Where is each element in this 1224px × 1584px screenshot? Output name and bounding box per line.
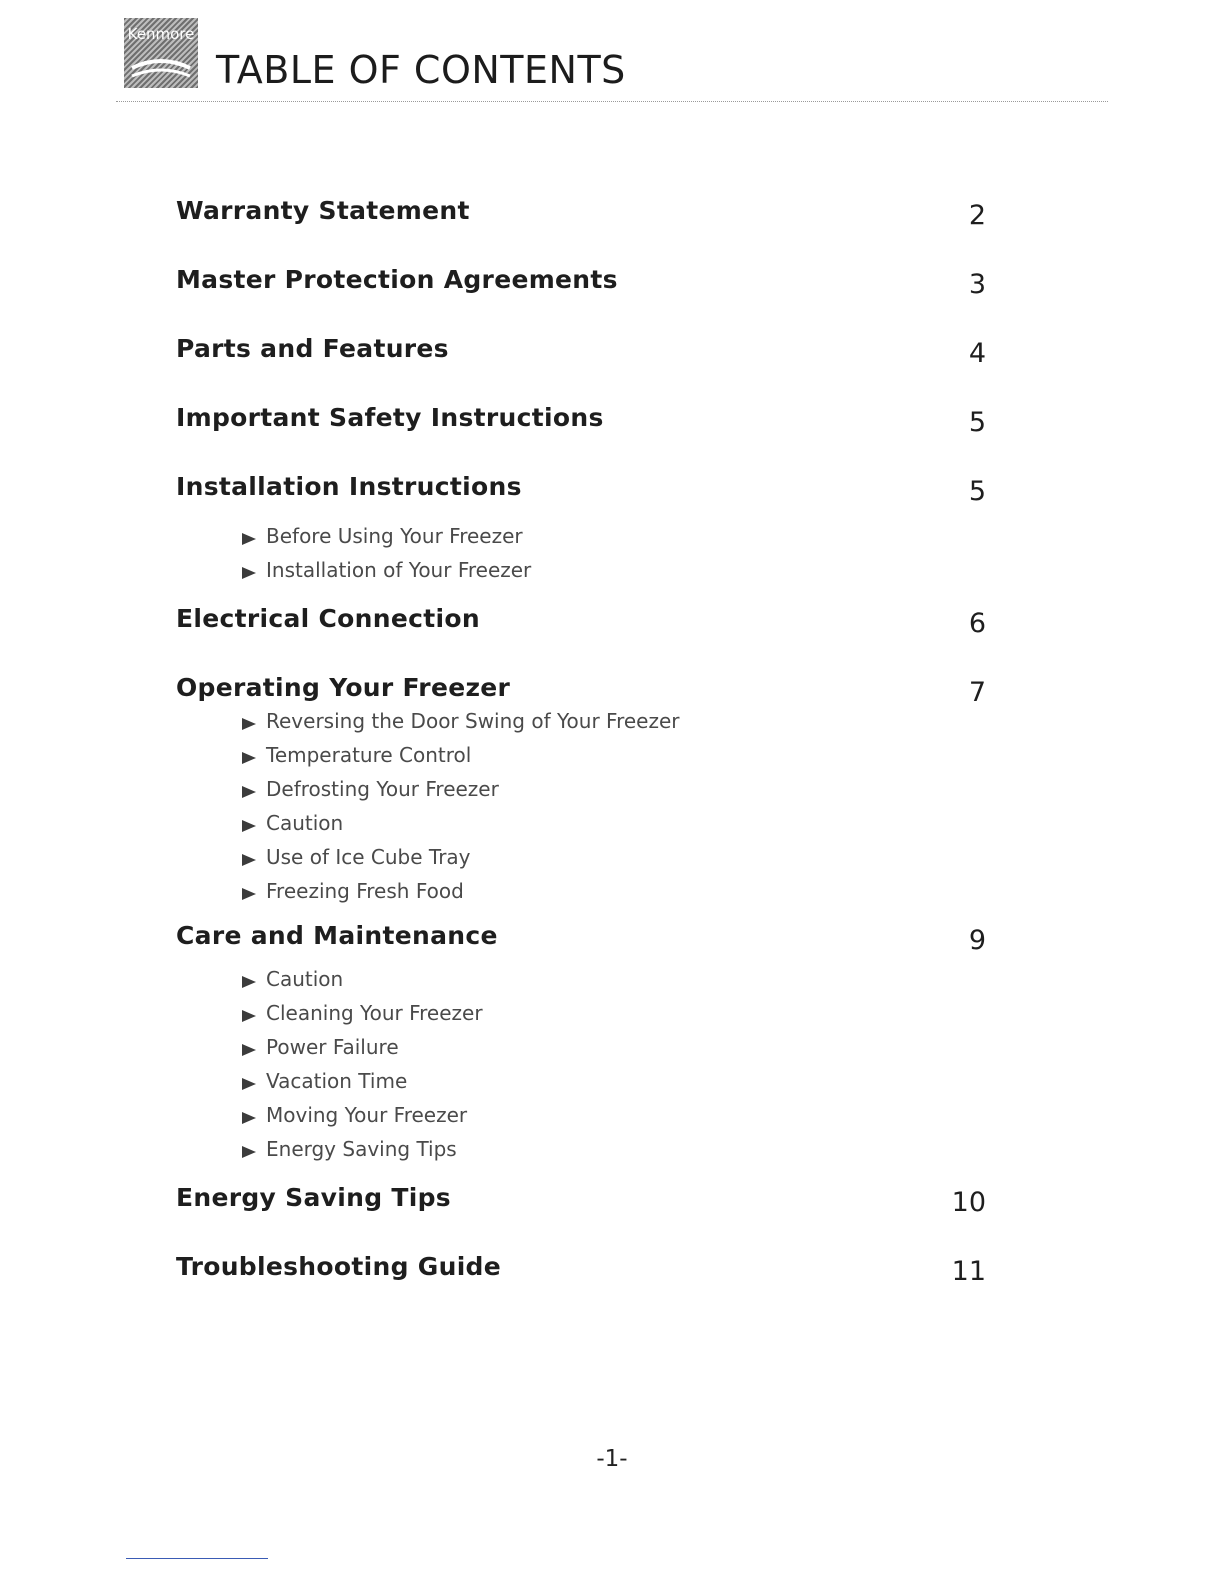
- toc-entry-row[interactable]: [176, 673, 1008, 709]
- toc-entry-title: Care and Maintenance: [176, 921, 498, 950]
- toc-subitem[interactable]: [242, 709, 1008, 743]
- triangle-bullet-icon: [242, 533, 256, 545]
- toc-entry: [176, 472, 1008, 592]
- toc-subitem-label: Cleaning Your Freezer: [266, 1001, 483, 1025]
- toc-entry-page: 9: [968, 925, 986, 956]
- toc-entry-title: Warranty Statement: [176, 196, 470, 225]
- toc-subitem[interactable]: [242, 811, 1008, 845]
- toc-subitem-label: Reversing the Door Swing of Your Freezer: [266, 709, 680, 733]
- toc-subitem[interactable]: [242, 845, 1008, 879]
- toc-sublist: [176, 709, 1008, 913]
- toc-subitem[interactable]: [242, 967, 1008, 1001]
- toc-entry: [176, 673, 1008, 913]
- toc-subitem-label: Defrosting Your Freezer: [266, 777, 499, 801]
- toc-entry-row[interactable]: [176, 265, 1008, 301]
- bottom-rule: [126, 1558, 268, 1559]
- page-number: -1-: [596, 1446, 628, 1472]
- toc-entry: [176, 1252, 1008, 1288]
- toc-subitem-label: Temperature Control: [266, 743, 472, 767]
- toc-entry: [176, 1183, 1008, 1219]
- toc-entry: [176, 196, 1008, 232]
- toc-entry-page: 11: [951, 1256, 986, 1287]
- toc-entry-page: 6: [968, 608, 986, 639]
- triangle-bullet-icon: [242, 786, 256, 798]
- toc-entry-row[interactable]: [176, 196, 1008, 232]
- toc-entry-title: Electrical Connection: [176, 604, 480, 633]
- toc-entry-page: 2: [968, 200, 986, 231]
- triangle-bullet-icon: [242, 752, 256, 764]
- toc-subitem-label: Moving Your Freezer: [266, 1103, 468, 1127]
- logo-text: Kenmore: [127, 25, 195, 43]
- toc-subitem-label: Caution: [266, 811, 344, 835]
- toc-entry-title: Master Protection Agreements: [176, 265, 618, 294]
- toc-entry-title: Installation Instructions: [176, 472, 522, 501]
- header-divider: [116, 101, 1108, 102]
- toc-subitem[interactable]: [242, 1069, 1008, 1103]
- toc-subitem[interactable]: [242, 1137, 1008, 1171]
- toc-subitem-label: Vacation Time: [266, 1069, 408, 1093]
- toc-entry: [176, 403, 1008, 439]
- triangle-bullet-icon: [242, 854, 256, 866]
- toc-entry-title: Parts and Features: [176, 334, 449, 363]
- toc-entry-row[interactable]: [176, 403, 1008, 439]
- logo-swoosh-icon: [130, 56, 192, 84]
- toc-entry-row[interactable]: [176, 1183, 1008, 1219]
- toc-entry: [176, 921, 1008, 1171]
- triangle-bullet-icon: [242, 1044, 256, 1056]
- toc-subitem-label: Energy Saving Tips: [266, 1137, 457, 1161]
- toc-subitem-label: Before Using Your Freezer: [266, 524, 523, 548]
- toc-entry-row[interactable]: [176, 921, 1008, 957]
- triangle-bullet-icon: [242, 718, 256, 730]
- toc-entry-page: 3: [968, 269, 986, 300]
- toc-subitem[interactable]: [242, 1103, 1008, 1137]
- toc-subitem[interactable]: [242, 524, 1008, 558]
- toc-entry-page: 7: [968, 677, 986, 708]
- toc-entry-title: Important Safety Instructions: [176, 403, 604, 432]
- toc-subitem[interactable]: [242, 743, 1008, 777]
- toc-subitem[interactable]: [242, 879, 1008, 913]
- toc-subitem[interactable]: [242, 777, 1008, 811]
- toc-entry-row[interactable]: [176, 1252, 1008, 1288]
- toc-entry-row[interactable]: [176, 334, 1008, 370]
- toc-subitem-label: Caution: [266, 967, 344, 991]
- toc-subitem[interactable]: [242, 1001, 1008, 1035]
- toc-entry: [176, 265, 1008, 301]
- toc-entry-title: Operating Your Freezer: [176, 673, 511, 702]
- toc-entry-title: Troubleshooting Guide: [176, 1252, 502, 1281]
- table-of-contents: [176, 196, 1008, 1288]
- triangle-bullet-icon: [242, 976, 256, 988]
- toc-entry: [176, 334, 1008, 370]
- triangle-bullet-icon: [242, 567, 256, 579]
- triangle-bullet-icon: [242, 820, 256, 832]
- toc-subitem-label: Installation of Your Freezer: [266, 558, 532, 582]
- toc-sublist: [176, 524, 1008, 592]
- toc-entry-row[interactable]: [176, 472, 1008, 508]
- toc-subitem[interactable]: [242, 1035, 1008, 1069]
- toc-entry-row[interactable]: [176, 604, 1008, 640]
- toc-entry-page: 4: [968, 338, 986, 369]
- kenmore-logo: [124, 18, 198, 88]
- triangle-bullet-icon: [242, 888, 256, 900]
- triangle-bullet-icon: [242, 1112, 256, 1124]
- triangle-bullet-icon: [242, 1010, 256, 1022]
- triangle-bullet-icon: [242, 1146, 256, 1158]
- toc-subitem-label: Power Failure: [266, 1035, 399, 1059]
- toc-subitem[interactable]: [242, 558, 1008, 592]
- page-title: TABLE OF CONTENTS: [216, 48, 626, 92]
- toc-entry-page: 5: [968, 407, 986, 438]
- triangle-bullet-icon: [242, 1078, 256, 1090]
- toc-entry-page: 10: [951, 1187, 986, 1218]
- toc-entry-page: 5: [968, 476, 986, 507]
- toc-sublist: [176, 967, 1008, 1171]
- toc-subitem-label: Freezing Fresh Food: [266, 879, 464, 903]
- toc-entry-title: Energy Saving Tips: [176, 1183, 451, 1212]
- toc-subitem-label: Use of Ice Cube Tray: [266, 845, 471, 869]
- toc-entry: [176, 604, 1008, 640]
